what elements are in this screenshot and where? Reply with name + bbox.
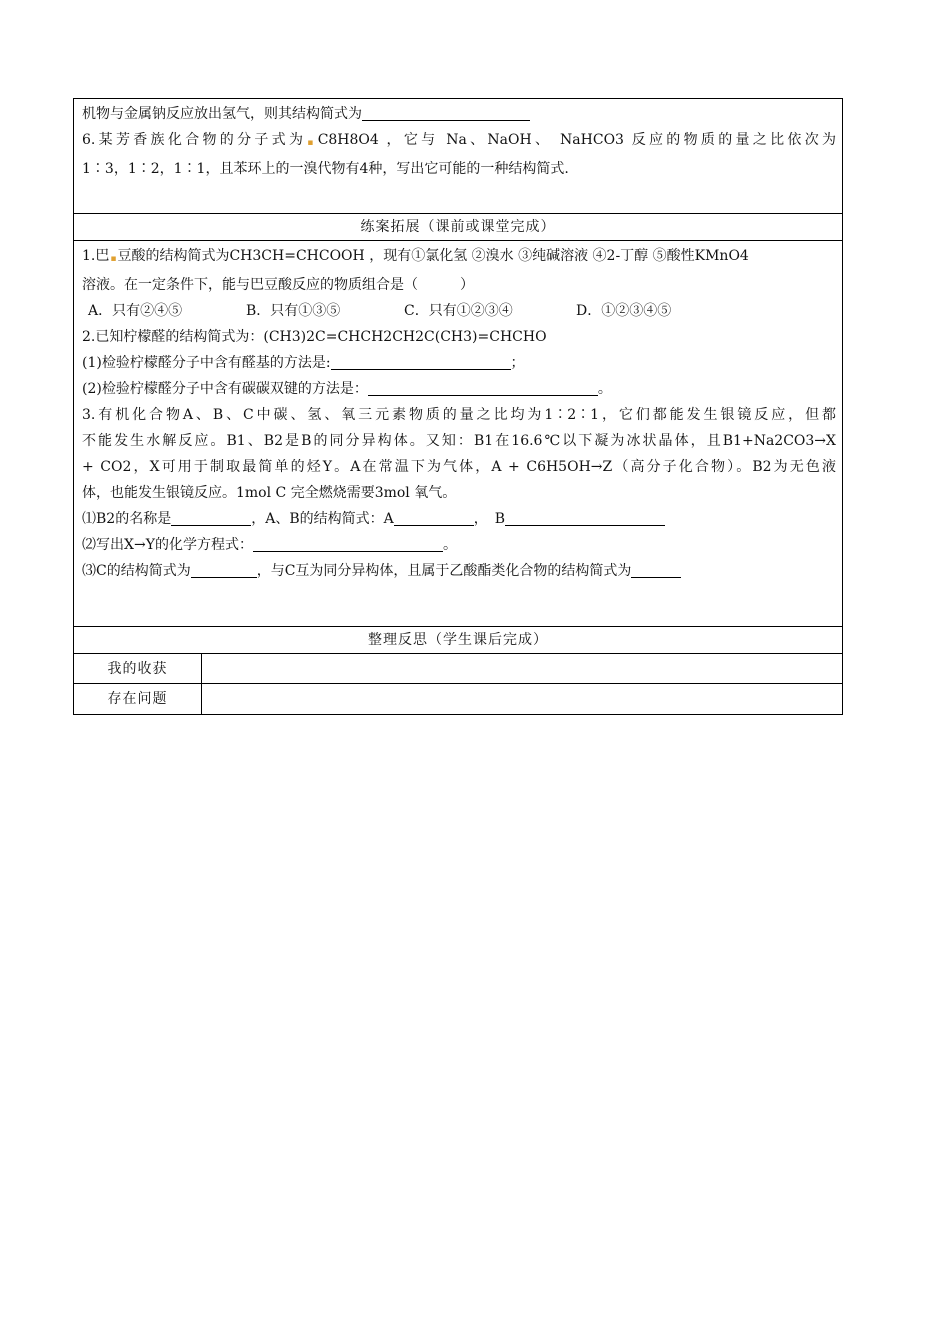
reflection-row-problem bbox=[74, 684, 842, 714]
worksheet-table bbox=[73, 98, 843, 715]
q1-option-d[interactable]: D．①②③④⑤ bbox=[576, 303, 672, 319]
answer-blank[interactable] bbox=[253, 536, 443, 552]
answer-blank[interactable] bbox=[368, 380, 598, 396]
section-title-practice: 练案拓展（课前或课堂完成） bbox=[74, 214, 842, 241]
q2-sub-2: (2)检验柠檬醛分子中含有碳碳双键的方法是： 。 bbox=[82, 381, 612, 397]
q3-sub-2: ⑵写出X→Y的化学方程式： 。 bbox=[82, 537, 457, 553]
gain-field[interactable] bbox=[202, 654, 842, 683]
q1-line-1: 1.巴▪豆酸的结构简式为CH3CH=CHCOOH ，现有①氯化氢 ②溴水 ③纯碱溶液 ④2-丁醇 ⑤酸性KMnO4 bbox=[82, 248, 749, 264]
mark-icon: ▪ bbox=[110, 254, 117, 264]
q3-sub-1: ⑴B2的名称是 ，A、B的结构简式：A ， B bbox=[82, 506, 836, 532]
q6-line-1: 6.某芳香族化合物的分子式为▪C8H8O4 ，它与 Na、NaOH、 NaHCO3 反应的物质的量之比依次为 bbox=[82, 132, 836, 148]
answer-blank[interactable] bbox=[631, 562, 681, 578]
mark-icon: ▪ bbox=[307, 138, 317, 148]
gain-label: 我的收获 bbox=[74, 654, 202, 683]
q3-line-3: + CO2，X可用于制取最简单的烃Y。A在常温下为气体，A + C6H5OH→Z（高分子化合物）。B2为无色液 bbox=[82, 459, 836, 475]
q3-sub-3: ⑶C的结构简式为 ，与C互为同分异构体，且属于乙酸酯类化合物的结构简式为 bbox=[82, 558, 836, 584]
prior-questions-cell bbox=[74, 99, 842, 214]
q1-option-c[interactable]: C．只有①②③④ bbox=[404, 303, 513, 319]
answer-blank[interactable] bbox=[505, 510, 665, 526]
answer-blank[interactable] bbox=[191, 562, 257, 578]
answer-blank[interactable] bbox=[331, 354, 511, 370]
q2-line-1: 2.已知柠檬醛的结构简式为：(CH3)2C=CHCH2CH2C(CH3)=CHCHO bbox=[82, 329, 547, 345]
q1-options bbox=[82, 298, 836, 324]
q1-option-b[interactable]: B．只有①③⑤ bbox=[246, 303, 341, 319]
q1-option-a[interactable]: A．只有②④⑤ bbox=[88, 303, 183, 319]
q3-line-2: 不能发生水解反应。B1、B2是B的同分异构体。又知：B1在16.6℃以下凝为冰状晶体，且B1+Na2CO3→X bbox=[82, 433, 836, 449]
q3-line-1: 3.有机化合物A、B、C中碳、氢、氧三元素物质的量之比均为1∶2∶1，它们都能发生银镜反应，但都 bbox=[82, 407, 836, 423]
answer-blank[interactable] bbox=[171, 510, 251, 526]
q5-tail-line: 机物与金属钠反应放出氢气，则其结构简式为 bbox=[82, 101, 836, 127]
q1-line-2: 溶液。在一定条件下，能与巴豆酸反应的物质组合是（ ） bbox=[82, 277, 474, 293]
answer-blank[interactable] bbox=[362, 105, 530, 121]
problem-label: 存在问题 bbox=[74, 684, 202, 714]
q6-line-2: 1∶3，1∶2，1∶1，且苯环上的一溴代物有4种，写出它可能的一种结构简式. bbox=[82, 161, 569, 177]
q2-sub-1: (1)检验柠檬醛分子中含有醛基的方法是: ； bbox=[82, 355, 525, 371]
practice-questions-cell bbox=[74, 241, 842, 627]
answer-blank[interactable] bbox=[394, 510, 474, 526]
problem-field[interactable] bbox=[202, 684, 842, 714]
q3-line-4: 体，也能发生银镜反应。1mol C 完全燃烧需要3mol 氧气。 bbox=[82, 485, 457, 501]
reflection-row-gain bbox=[74, 654, 842, 684]
section-title-reflection: 整理反思（学生课后完成） bbox=[74, 627, 842, 654]
